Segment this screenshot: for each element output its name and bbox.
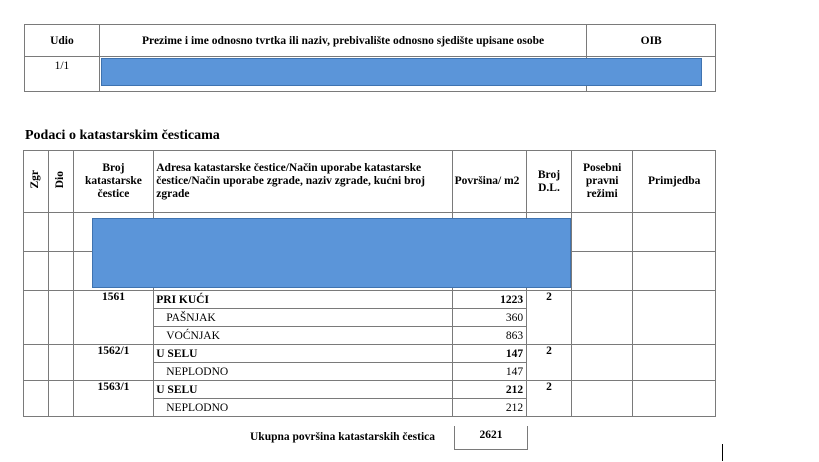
parcel-number: 1561 — [73, 291, 154, 345]
text-cursor — [722, 444, 723, 461]
parcel-number: 1562/1 — [73, 345, 154, 381]
parcel-dl: 2 — [527, 381, 572, 417]
header-broj-dl: Broj D.L. — [527, 151, 572, 213]
header-dio: Dio — [48, 151, 73, 213]
total-area-label: Ukupna površina katastarskih čestica — [250, 431, 435, 443]
owner-share: 1/1 — [25, 57, 100, 92]
parcel-area: 212 — [452, 381, 527, 399]
parcel-number: 1563/1 — [73, 381, 154, 417]
parcel-area: 1223 — [452, 291, 527, 309]
redaction-owner — [101, 58, 702, 86]
header-name: Prezime i ime odnosno tvrtka ili naziv, prebivalište odnosno sjedište upisane osobe — [99, 25, 587, 57]
usage-area: 212 — [452, 399, 527, 417]
header-posebni: Posebni pravni režimi — [571, 151, 633, 213]
usage-name: NEPLODNO — [154, 399, 452, 417]
usage-area: 863 — [452, 327, 527, 345]
parcel-name: PRI KUĆI — [154, 291, 452, 309]
usage-name: VOĆNJAK — [154, 327, 452, 345]
header-primjedba: Primjedba — [633, 151, 716, 213]
table-row — [24, 345, 716, 363]
table-row — [24, 381, 716, 399]
total-area-value: 2621 — [454, 426, 528, 450]
redaction-parcels — [92, 218, 571, 288]
header-adresa: Adresa katastarske čestice/Način uporabe katastarske čestice/Način uporabe zgrade, naziv zgrade, kućni broj zgrade — [154, 151, 452, 213]
table-row — [24, 291, 716, 309]
usage-area: 147 — [452, 363, 527, 381]
header-udio: Udio — [25, 25, 100, 57]
parcel-name: U SELU — [154, 381, 452, 399]
header-oib: OIB — [587, 25, 716, 57]
header-broj: Broj katastarske čestice — [73, 151, 154, 213]
parcel-area: 147 — [452, 345, 527, 363]
header-povrsina: Površina/ m2 — [452, 151, 527, 213]
usage-name: NEPLODNO — [154, 363, 452, 381]
parcel-name: U SELU — [154, 345, 452, 363]
parcel-dl: 2 — [527, 345, 572, 381]
parcel-dl: 2 — [527, 291, 572, 345]
header-zgr: Zgr — [24, 151, 49, 213]
usage-name: PAŠNJAK — [154, 309, 452, 327]
usage-area: 360 — [452, 309, 527, 327]
parcels-heading: Podaci o katastarskim česticama — [25, 128, 220, 143]
